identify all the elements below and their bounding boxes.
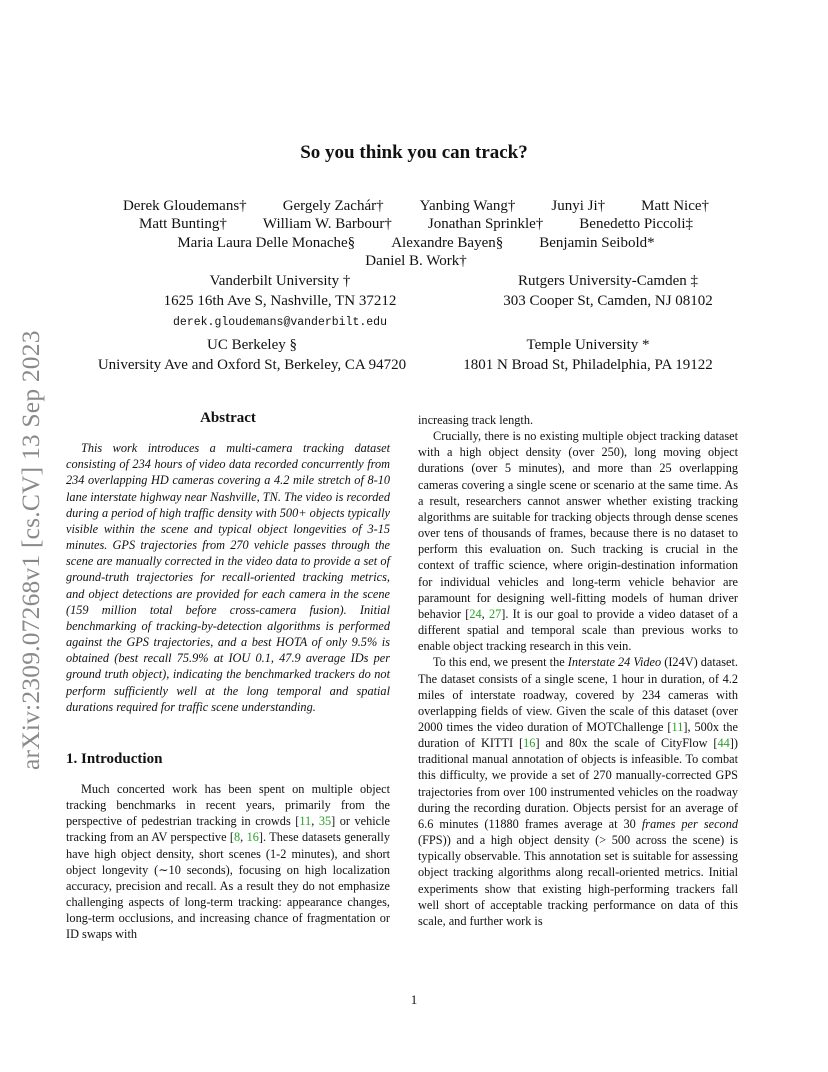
author: Matt Bunting† — [138, 216, 227, 232]
citation-link[interactable]: 24 — [469, 606, 482, 621]
affiliation-temple: Temple University * 1801 N Broad St, Philadelphia, PA 19122 — [463, 337, 713, 373]
citation-link[interactable]: 8 — [234, 830, 241, 845]
author: William W. Barbour† — [262, 216, 392, 232]
abstract-heading: Abstract — [200, 410, 256, 426]
page-number: 1 — [410, 992, 418, 1007]
citation-link[interactable]: 35 — [318, 814, 332, 829]
right-column — [418, 412, 738, 929]
affiliation-berkeley: UC Berkeley § University Ave and Oxford St, Berkeley, CA 94720 — [97, 337, 407, 373]
author: Jonathan Sprinkle† — [427, 216, 544, 232]
author: Yanbing Wang† — [419, 198, 516, 214]
affiliation-rutgers: Rutgers University-Camden ‡ 303 Cooper St, Camden, NJ 08102 — [503, 273, 713, 309]
citation-link[interactable]: 16 — [246, 830, 259, 845]
section-heading-introduction: 1. Introduction — [66, 750, 163, 767]
intro-paragraph: Much concerted work has been spent on multiple object tracking benchmarks in recent years, primarily from the perspective of pedestrian tracking in crowds [11, 35] or vehicle tracking from an AV perspective [8, 16]. These datasets generally have high object density, short scenes (1-2 minutes), and short object longevity (∼10 seconds), focusing on high localization accuracy, precision and recall. As a result they do not emphasize challenging aspects of long-term tracking: appearance changes, long-term occlusions, and increasing chance of fragmentation or ID swaps with — [66, 781, 390, 942]
citation-link[interactable]: 44 — [717, 736, 730, 751]
left-column — [66, 410, 390, 943]
author-line-1 — [88, 196, 744, 216]
author: Derek Gloudemans† — [122, 198, 247, 214]
abstract-text: This work introduces a multi-camera tracking dataset consisting of 234 hours of video data recorded concurrently from 234 overlapping HD cameras covering a 4.2 mile stretch of 8-10 lane interstate highway near Nashville, TN. The video is recorded during a period of high traffic density with 500+ objects typically visible within the scene and typical object longevities of 3-15 minutes. GPS trajectories from 270 vehicle passes through the scene are manually corrected in the video data to provide a set of ground-truth trajectories for recall-oriented tracking metrics, and object detections are provided for each camera in the scene (159 million total before cross-camera fusion). Initial benchmarking of tracking-by-detection algorithms is performed against the GPS trajectories, and a best HOTA of only 9.5% is obtained (best recall 75.9% at IOU 0.1, 47.9 average IDs per ground truth object), indicating the benchmarked trackers do not perform sufficiently well at the long temporal and spatial durations required for traffic scene understanding. — [66, 441, 390, 714]
author: Maria Laura Delle Monache§ — [177, 235, 356, 251]
affiliation-vanderbilt: Vanderbilt University † 1625 16th Ave S, Nashville, TN 37212 derek.gloudemans@vanderbilt.edu — [144, 271, 416, 333]
author: Matt Nice† — [641, 198, 710, 214]
author-email[interactable]: derek.gloudemans@vanderbilt.edu — [173, 316, 387, 329]
citation-link[interactable]: 11 — [299, 814, 312, 829]
author: Gergely Zachár† — [282, 198, 384, 214]
citation-link[interactable]: 16 — [523, 736, 536, 751]
paper-title: So you think you can track? — [300, 142, 528, 163]
author-line-2 — [88, 214, 744, 234]
author: Benedetto Piccoli‡ — [579, 216, 694, 232]
author: Alexandre Bayen§ — [391, 235, 504, 251]
author: Benjamin Seibold* — [539, 235, 655, 251]
author: Junyi Ji† — [551, 198, 606, 214]
paragraph: To this end, we present the Interstate 24 Video (I24V) dataset. The dataset consists of a single scene, 1 hour in duration, of 4.2 miles of interstate roadway, covered by 234 cameras with overlapping fields of view. Given the scale of this dataset (over 2000 times the video duration of MOTChallenge [11], 500x the duration of KITTI [16] and 80x the scale of CityFlow [44]) traditional manual annotation of objects is infeasible. To combat this difficulty, we provide a set of 270 manually-corrected GPS trajectories from over 100 instrumented vehicles on the roadway during the recording duration. Objects persist for an average of 6.6 minutes (11880 frames average at 30 frames per second (FPS)) and a high object density (> 500 across the scene) is typically observable. This annotation set is suitable for assessing object tracking algorithms along recall-oriented metrics. Initial experiments show that existing high-performing trackers fall well short of acceptable tracking performance on data of this scale, and further work is — [418, 655, 739, 928]
author: Daniel B. Work† — [365, 253, 467, 269]
arxiv-identifier: arXiv:2309.07268v1 [cs.CV] 13 Sep 2023 — [16, 330, 45, 770]
paragraph-continuation: increasing track length. — [418, 413, 534, 427]
citation-link[interactable]: 27 — [488, 606, 502, 621]
paragraph: Crucially, there is no existing multiple object tracking dataset with a high object density (over 250), long moving object durations (over 5 minutes), and more than 25 overlapping cameras covering a single scene or scenario at the same time. As a result, researchers cannot answer whether existing tracking algorithms are suitable for tracking objects through dense scenes over tens of thousands of frames, because there is no dataset to perform this evaluation on. Such tracking is crucial in the context of traffic science, where origin-destination information for individual vehicles and long-term vehicle behavior are paramount for designing well-fitting models of human driver behavior [24, 27]. It is our goal to provide a video dataset of a different spatial and temporal scale than previous works to enable object tracking research in this vein. — [418, 429, 738, 654]
citation-link[interactable]: 11 — [671, 719, 684, 734]
author-line-3 — [88, 233, 744, 253]
author-line-4 — [88, 251, 744, 271]
